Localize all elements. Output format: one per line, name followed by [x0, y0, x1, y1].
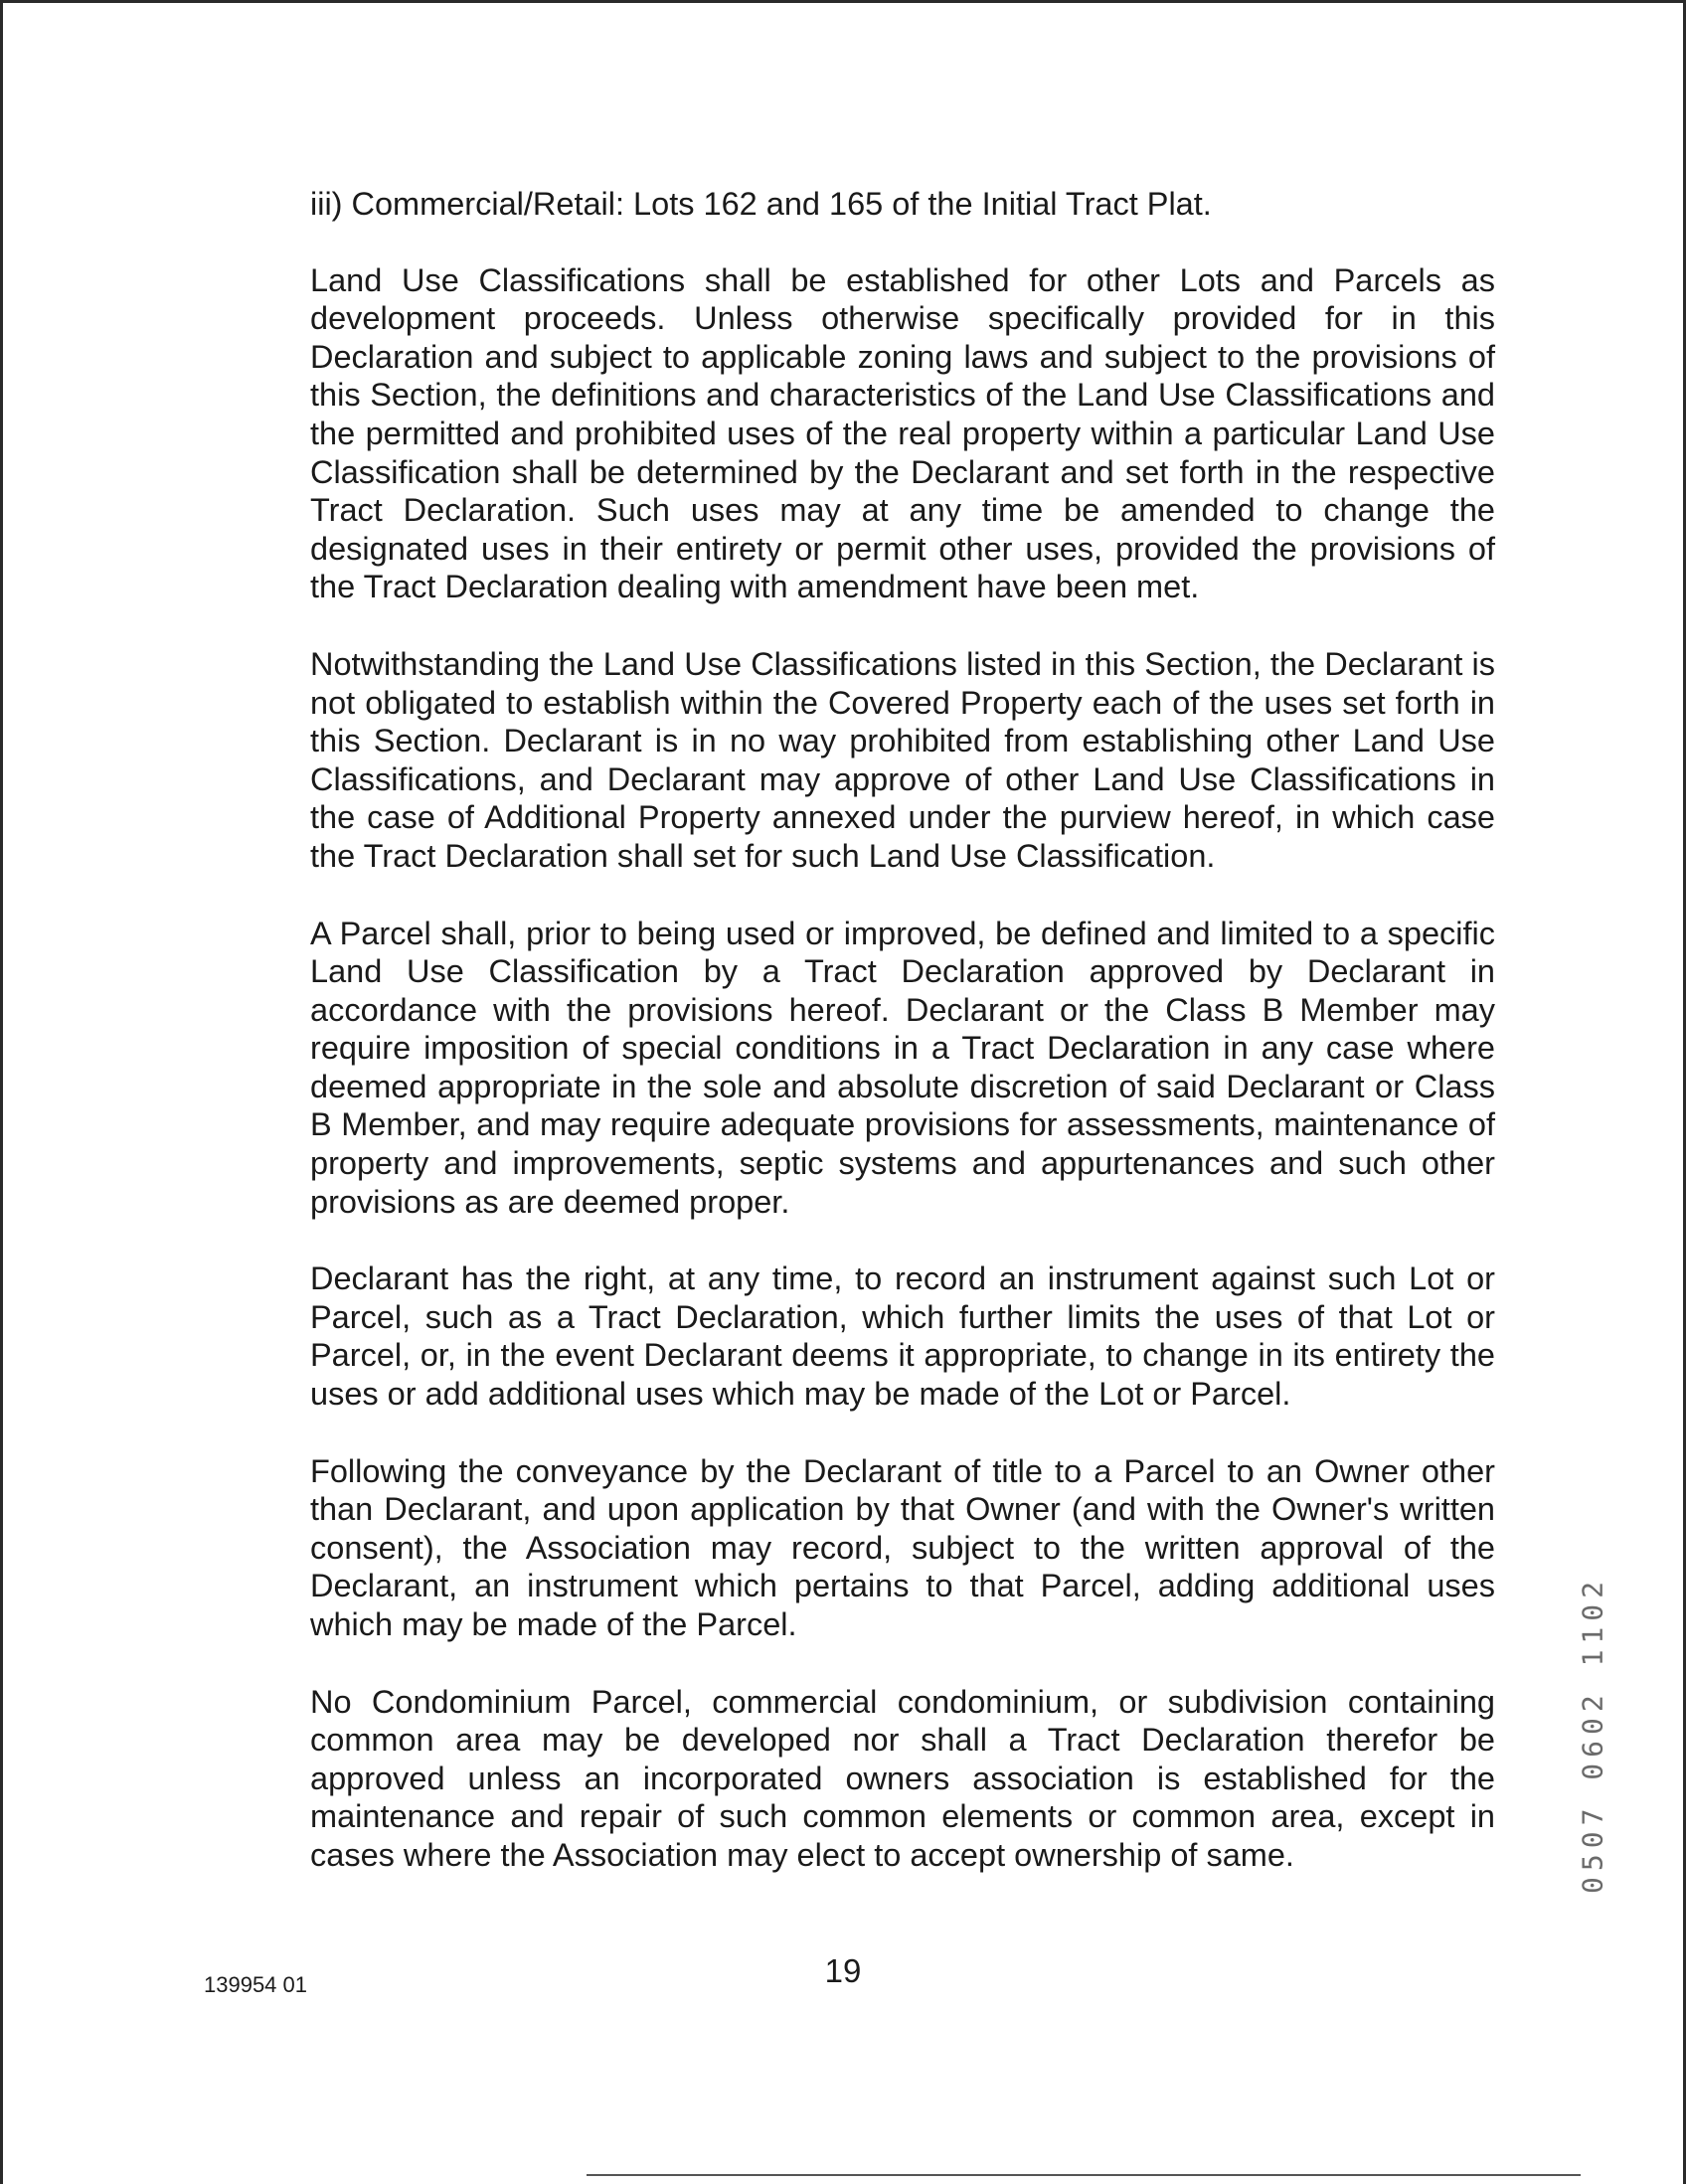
- paragraph-notwithstanding: Notwithstanding the Land Use Classifications listed in this Section, the Declarant is not obligated to establish within the Covered Property each of the uses set forth in this Section. Declarant is in no way prohibited from establishing other Land Use Classifications, and Declarant may approve of other Land Use Classifications in the case of Additional Property annexed under the purview hereof, in which case the Tract Declaration shall set for such Land Use Classification.: [310, 645, 1495, 874]
- paragraph-parcel-definition: A Parcel shall, prior to being used or improved, be defined and limited to a specific Land Use Classification by a Tract Declaration approved by Declarant in accordance with the provisions hereof. Declarant or the Class B Member may require imposition of special conditions in a Tract Declaration in any case where deemed appropriate in the sole and absolute discretion of said Declarant or Class B Member, and may require adequate provisions for assessments, maintenance of property and improvements, septic systems and appurtenances and such other provisions as are deemed proper.: [310, 915, 1495, 1220]
- paragraph-conveyance: Following the conveyance by the Declarant of title to a Parcel to an Owner other than Declarant, and upon application by that Owner (and with the Owner's written consent), the Association may record, subject to the written approval of the Declarant, an instrument which pertains to that Parcel, adding additional uses which may be made of the Parcel.: [310, 1452, 1495, 1642]
- document-body: [310, 185, 1495, 1914]
- scan-edge-left: [0, 0, 3, 2184]
- page-number: 19: [824, 1952, 862, 1989]
- scan-edge-top: [0, 0, 1686, 3]
- document-id: 139954 01: [204, 1972, 307, 1997]
- paragraph-declarant-rights: Declarant has the right, at any time, to record an instrument against such Lot or Parcel, such as a Tract Declaration, which further limits the uses of that Lot or Parcel, or, in the event Declarant deems it appropriate, to change in its entirety the uses or add additional uses which may be made of the Lot or Parcel.: [310, 1260, 1495, 1413]
- scan-edge-bottom: [587, 2174, 1581, 2176]
- paragraph-land-use-classifications: Land Use Classifications shall be established for other Lots and Parcels as development proceeds. Unless otherwise specifically provided for in this Declaration and subject to applicable zoning laws and subject to the provisions of this Section, the definitions and characteristics of the Land Use Classifications and the permitted and prohibited uses of the real property within a particular Land Use Classification shall be determined by the Declarant and set forth in the respective Tract Declaration. Such uses may at any time be amended to change the designated uses in their entirety or permit other uses, provided the provisions of the Tract Declaration dealing with amendment have been met.: [310, 261, 1495, 605]
- paragraph-condominium: No Condominium Parcel, commercial condominium, or subdivision containing common area may be developed nor shall a Tract Declaration therefor be approved unless an incorporated owners association is established for the maintenance and repair of such common elements or common area, except in cases where the Association may elect to accept ownership of same.: [310, 1683, 1495, 1873]
- margin-stamp: [1571, 1566, 1614, 1904]
- margin-stamp-text: 0507 0602 1102: [1576, 1575, 1609, 1895]
- paragraph-commercial-retail: iii) Commercial/Retail: Lots 162 and 165 of the Initial Tract Plat.: [310, 186, 1212, 222]
